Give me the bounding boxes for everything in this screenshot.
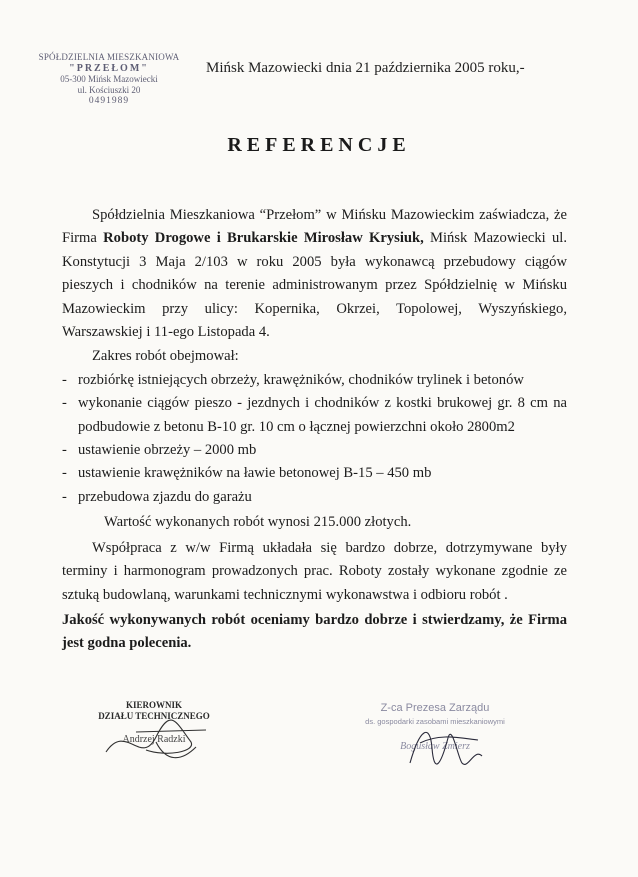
signatory-name: Bogusław Zmierz	[400, 741, 470, 752]
dash-bullet: -	[62, 465, 67, 482]
dash-bullet: -	[62, 371, 67, 388]
signatory-role-line1: Z-ca Prezesa Zarządu	[380, 702, 490, 714]
stamp-line-name: SPÓŁDZIELNIA MIESZKANIOWA	[38, 52, 180, 62]
document-title: REFERENCJE	[227, 134, 411, 156]
list-item	[62, 439, 567, 462]
closing-statement: Jakość wykonywanych robót oceniamy bardzo dobrze i stwierdzamy, że Firma jest godna polecenia.	[62, 611, 567, 652]
stamp-line-number: 0491989	[88, 96, 130, 106]
letter-body	[62, 204, 567, 656]
dash-bullet: -	[62, 442, 67, 459]
intro-paragraph	[62, 204, 567, 344]
handwritten-signature-left	[96, 712, 216, 772]
signatory-role-line2: ds. gospodarki zasobami mieszkaniowymi	[365, 717, 505, 726]
signatory-role-line1: KIEROWNIK	[125, 700, 182, 710]
stamp-line-city: 05-300 Mińsk Mazowiecki	[60, 74, 158, 84]
handwritten-signature-right	[400, 718, 490, 778]
company-name: Roboty Drogowe i Brukarskie Mirosław Krysiuk,	[103, 230, 424, 247]
cooperation-paragraph: Współpraca z w/w Firmą układała się bardzo dobrze, dotrzymywane były terminy i harmonogram prowadzonych prac. Roboty zostały wykonane zgodnie ze sztuką budowlaną, warunkami technicznymi wykonawstwa i odbioru robót .	[62, 539, 567, 603]
list-item-text: rozbiórkę istniejących obrzeży, krawężników, chodników trylinek i betonów	[78, 371, 524, 388]
value-line: Wartość wykonanych robót wynosi 215.000 złotych.	[104, 514, 412, 531]
list-item	[62, 486, 567, 509]
place-and-date: Mińsk Mazowiecki dnia 21 października 2005 roku,-	[206, 60, 525, 76]
stamp-line-street: ul. Kościuszki 20	[77, 85, 141, 95]
list-item-text: ustawienie obrzeży – 2000 mb	[78, 442, 257, 459]
stamp-line-brand: "PRZEŁOM"	[69, 63, 149, 74]
list-item-text: ustawienie krawężników na ławie betonowej B-15 – 450 mb	[78, 465, 432, 482]
signatory-role-line2: DZIAŁU TECHNICZNEGO	[98, 711, 210, 721]
intro-text-1: Spółdzielnia Mieszkaniowa “Przełom” w Mińsku Mazowieckim zaświadcza, że Firma	[62, 207, 567, 247]
intro-text-2: Mińsk Mazowiecki ul. Konstytucji 3 Maja 2/103 w roku 2005 była wykonawcą przebudowy ciągów pieszych i chodników na terenie administrowanym przez Spółdzielnię w Mińsku Mazowieckim przy ulicy: Kopernika, Okrzei, Topolowej, Wyszyńskiego, Warszawskiej i 11-ego Listopada 4.	[62, 230, 567, 341]
company-stamp	[34, 52, 184, 107]
list-item	[62, 369, 567, 392]
list-item-text: przebudowa zjazdu do garażu	[78, 488, 252, 505]
scope-list	[62, 369, 567, 509]
list-item	[62, 462, 567, 485]
signatory-name: Andrzej Radzki	[122, 734, 186, 745]
list-item-text: wykonanie ciągów pieszo - jezdnych i chodników z kostki brukowej gr. 8 cm na podbudowie z betonu B-10 gr. 10 cm o łącznej powierzchni około 2800m2	[78, 395, 567, 435]
list-item	[62, 392, 567, 439]
dash-bullet: -	[62, 488, 67, 505]
scope-heading: Zakres robót obejmował:	[92, 348, 239, 365]
dash-bullet: -	[62, 395, 67, 412]
